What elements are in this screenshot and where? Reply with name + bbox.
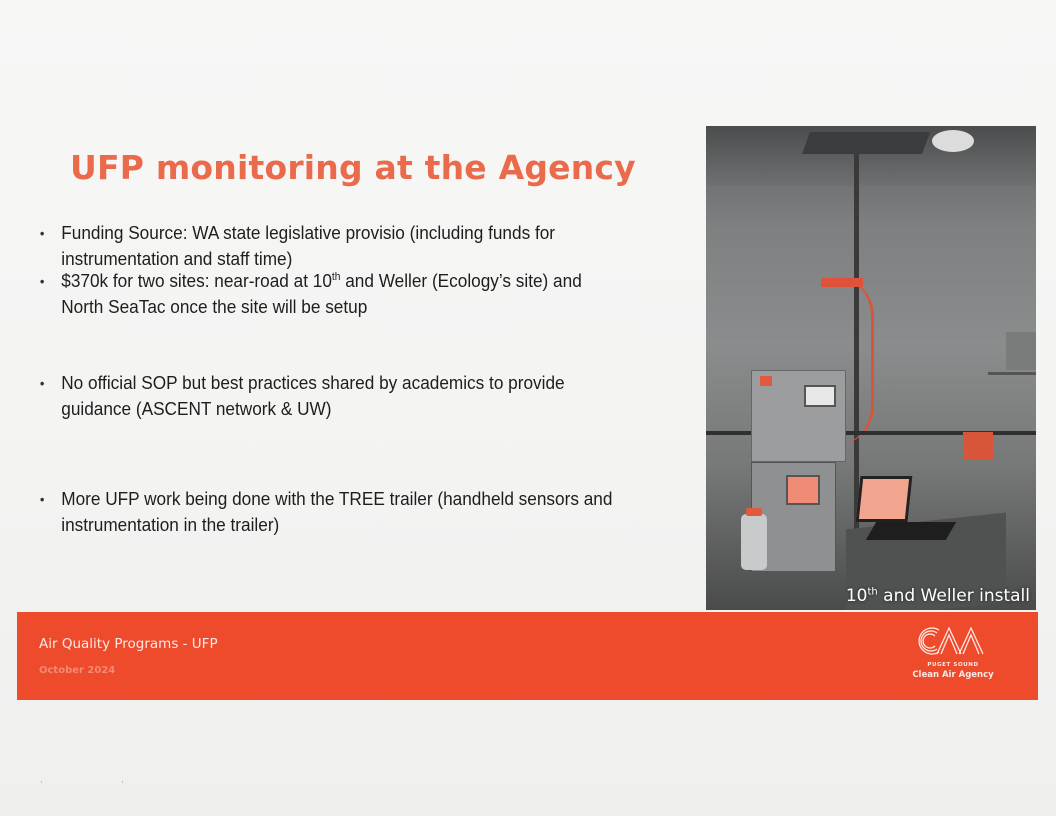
photo-shelf	[988, 372, 1036, 375]
scan-specks: · ·	[40, 778, 162, 787]
bullet-text-sup: th	[331, 270, 341, 283]
footer-band	[17, 612, 1038, 700]
photo-smoke-detector	[932, 130, 974, 152]
bullet-dot-icon: •	[39, 225, 45, 241]
photo-shelf-device	[1006, 332, 1036, 370]
bullet-text-line2: instrumentation in the trailer)	[61, 514, 280, 535]
photo-laptop-base	[866, 522, 956, 540]
bullet-text-line1-post: and Weller (Ecology’s site) and	[340, 270, 582, 291]
bullet-funding-source	[38, 220, 555, 272]
agency-logo	[898, 624, 1008, 694]
bullet-budget-sites	[38, 268, 582, 320]
bullet-text-line1-pre: $370k for two sites: near-road at 10	[61, 270, 332, 291]
bullet-text-line2: guidance (ASCENT network & UW)	[61, 398, 332, 419]
caa-logo-icon	[915, 624, 991, 658]
footer-date: October 2024	[39, 665, 116, 676]
photo-ceiling-vent	[802, 132, 930, 154]
photo-caption: 10th and Weller install	[845, 586, 1030, 606]
bullet-text-line1: No official SOP but best practices shared by academics to provide	[61, 372, 565, 393]
photo-red-clamp	[821, 278, 863, 287]
slide-title: UFP monitoring at the Agency	[70, 148, 636, 187]
bullet-text-line2: instrumentation and staff time)	[61, 248, 293, 269]
bullet-dot-icon: •	[39, 491, 45, 507]
photo-bottle	[741, 514, 767, 570]
bullet-dot-icon: •	[39, 273, 45, 289]
photo-laptop-screen	[856, 476, 913, 522]
bullet-text-line2: North SeaTac once the site will be setup	[61, 296, 368, 317]
site-install-photo	[706, 126, 1036, 610]
logo-line1: PUGET SOUND	[927, 662, 979, 668]
logo-line2: Clean Air Agency	[912, 670, 994, 680]
bullet-text-line1: More UFP work being done with the TREE trailer (handheld sensors and	[61, 488, 613, 509]
footer-title: Air Quality Programs - UFP	[39, 636, 218, 652]
photo-red-tag	[760, 376, 772, 386]
bullet-sop	[38, 370, 565, 422]
bullet-dot-icon: •	[39, 375, 45, 391]
bullet-text-line1: Funding Source: WA state legislative provisio (including funds for	[61, 222, 556, 243]
photo-red-box	[963, 432, 993, 460]
bullet-tree-trailer	[38, 486, 612, 538]
